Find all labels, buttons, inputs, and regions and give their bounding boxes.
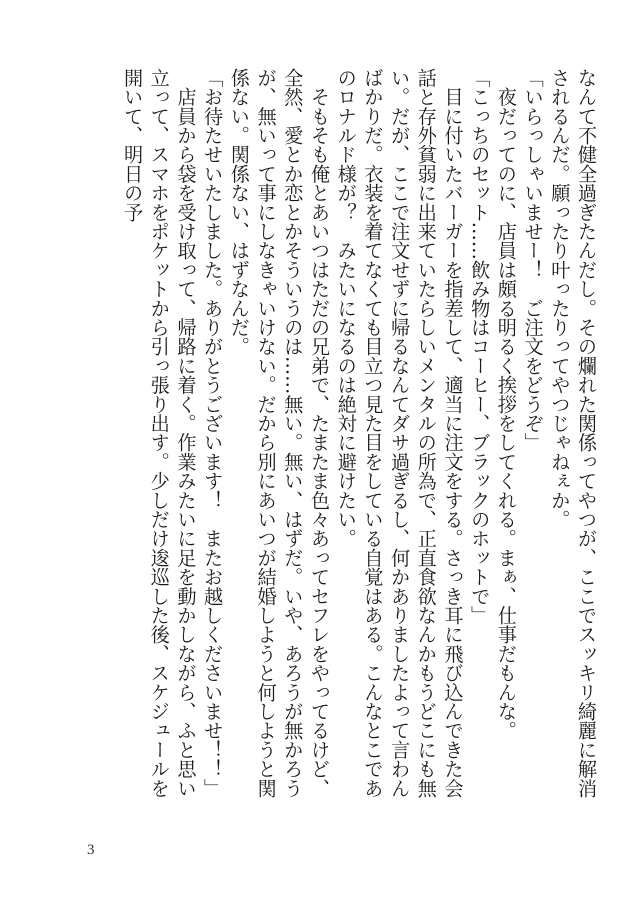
paragraph: そもそも俺とあいつはただの兄弟で、たまたま色々あってセフレをやってるけど、全然、愛とか恋とかそういうのは……無い。無い、はずだ。いや、あろうが無かろうが、無いって事にしなきゃいけない。だから別にあいつが結婚しようと何しようと関係ない。関係ない、はずなんだ。 [227,68,331,798]
paragraph: 店員から袋を受け取って、帰路に着く。作業みたいに足を動かしながら、ふと思い立って、スマホをポケットから引っ張り出す。少しだけ逡巡した後、スケジュールを開いて、明日の予 [121,68,198,798]
paragraph: 「いらっしゃいませー！ ご注文をどうぞ」 [521,68,545,452]
paragraph: 「お待たせいたしました。ありがとうございます！ またお越しくださいませ！！」 [201,68,225,798]
page-number: 3 [87,842,95,858]
paragraph: 夜だってのに、店員は頗る明るく挨拶をしてくれる。まぁ、仕事だもんな。 [494,68,518,740]
paragraph: 目に付いたバーガーを指差して、適当に注文をする。さっき耳に飛び込んできた会話と存外貧弱に出来ていたらしいメンタルの所為で、正直食欲なんかもうどこにも無い。だが、ここで注文せずに帰るなんてダサ過ぎるし、何かありましたよって言わんばかりだ。衣装を着てなくても目立つ見た目をしている自覚はある。こんなとこであのロナルド様が？ みたいになるのは絶対に避けたい。 [334,68,465,798]
paragraph: 「こっちのセット……飲み物はコーヒー、ブラックのホットで」 [468,68,492,625]
paragraph: なんて不健全過ぎたんだし。その爛れた関係ってやつが、ここでスッキリ綺麗に解消されるんだ。願ったり叶ったりってやつじゃねぇか。 [548,68,598,798]
body-text [39,68,599,808]
